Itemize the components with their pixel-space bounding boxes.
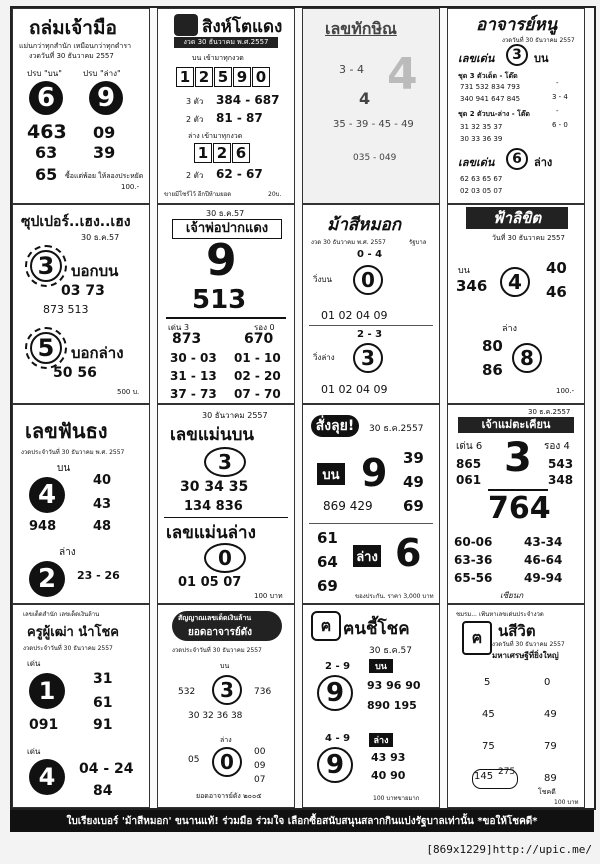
card-title: เลขทักษิณ [325, 19, 397, 38]
card-jaopor-pakdaeng [157, 204, 295, 404]
price: 500 บ. [117, 388, 140, 396]
digit-circle: 0 [212, 747, 242, 777]
card-date: งวดวันที่ 30 ธันวาคม 2557 [29, 52, 114, 60]
number-row: 43 93 [371, 751, 406, 764]
note: ขายมีโซร์ไว้ อีกปีห้ามยอด [164, 191, 232, 198]
note: ยอดอาจารย์ดัง ๒๐๐๕ [196, 792, 262, 800]
label: เด่น 3 [168, 323, 190, 332]
number: 091 [29, 717, 59, 733]
number: 69 [403, 497, 424, 515]
subtitle: มหาเศรษฐีที่ยิ่งใหญ่ [492, 651, 559, 660]
digit-box: 2 [195, 67, 213, 87]
card-date: งวดประจำวันที่ 30 ธันวาคม 2557 [23, 645, 113, 652]
digit-circle: 3 [353, 343, 383, 373]
number-row: 93 96 90 [367, 679, 421, 692]
number: 86 [482, 361, 503, 379]
number-row: 02 03 05 07 [460, 187, 503, 195]
card-lek-fanthong [12, 404, 150, 604]
label: เด่น [27, 659, 41, 668]
number: 061 [456, 473, 482, 487]
divider [164, 517, 288, 518]
digit-box: 9 [233, 67, 251, 87]
label: รัฐบาล [409, 239, 427, 246]
label-bottom: ปรบ "ล่าง" [83, 69, 121, 78]
divider [309, 523, 433, 524]
number: 346 [456, 277, 488, 295]
label: บน เข้ามาทุกงวด [192, 54, 244, 62]
label: ล่าง เข้ามาทุกงวด [188, 132, 243, 140]
card-date: 30 ธันวาคม 2557 [202, 411, 268, 420]
digit-circle: 6 [506, 148, 528, 170]
digit-box: 6 [232, 143, 250, 163]
divider [166, 317, 286, 319]
card-date: งวด 30 ธันวาคม พ.ศ.2557 [174, 37, 278, 48]
card-date: 30 ธ.ค.57 [81, 233, 120, 242]
digit-circle: 3 [30, 250, 62, 282]
price: 100.- [556, 387, 575, 395]
number-row: 40 90 [371, 769, 406, 782]
big-number: 3 [504, 435, 532, 481]
number: 02 - 20 [234, 369, 281, 383]
section-title: เลขแม่นบน [170, 425, 255, 445]
number: 60-06 [454, 535, 493, 549]
number: 40 [546, 259, 567, 277]
card-date: 30 ธ.ค.57 [206, 209, 245, 218]
logo-icon: ฅ [462, 621, 492, 655]
card-title: ม้าสีหมอก [327, 215, 402, 235]
label: 2 ตัว [186, 171, 204, 180]
number-row: 30 33 36 39 [460, 135, 503, 143]
card-date: งวดประจำวันที่ 30 ธันวาคม พ.ศ. 2557 [21, 449, 125, 456]
number: 80 [482, 337, 503, 355]
number: 873 513 [43, 303, 89, 316]
card-subtitle: แม่นกว่าทุกสำนัก เหมือนกว่าทุกตำรา [19, 42, 132, 50]
label: บน [458, 266, 470, 276]
card-date: งวดประจำวันที่ 30 ธันวาคม 2557 [172, 647, 262, 654]
card-super-heng [12, 204, 150, 404]
card-title: ยอดอาจารย์ดัง [188, 627, 253, 638]
card-title: เจ้าแม่ตะเคียน [458, 417, 574, 433]
number: 5 [484, 677, 491, 688]
number: 30 - 03 [170, 351, 217, 365]
number: 145 [474, 771, 494, 782]
label: ล่าง [502, 324, 517, 334]
digit-circle: 4 [500, 267, 530, 297]
number: 23 - 26 [77, 569, 120, 582]
digit-box: 0 [252, 67, 270, 87]
note: 100 บาทขายมาก [373, 795, 420, 802]
label: ชุด 2 ตัวบน-ล่าง - โต๊ด [458, 110, 530, 118]
label: บน [534, 52, 549, 65]
number: 2 - 9 [325, 661, 351, 672]
number-row: 134 836 [184, 499, 243, 514]
label: ล่าง [59, 547, 76, 558]
number: 2 - 3 [357, 329, 383, 340]
label: รอง 0 [254, 323, 275, 332]
banner: สัญญาณเลขเด็ดเงินล้าน [178, 614, 252, 622]
label: วิ่งบน [313, 275, 332, 284]
card-title: ฟ้าลิขิต [466, 207, 568, 229]
number: 035 - 049 [353, 153, 397, 163]
big-number: 764 [488, 491, 551, 526]
number: 4 [359, 89, 371, 108]
number: 07 - 70 [234, 387, 281, 401]
number: 75 [482, 741, 495, 752]
number: 81 - 87 [216, 111, 263, 125]
label-box: บน [369, 659, 393, 673]
number: 43 [93, 497, 112, 512]
digit-circle: 9 [317, 747, 353, 783]
number: 45 [482, 709, 495, 720]
banner: เลขเด็ดสำนัก เลขเด็ดเงินล้าน [23, 611, 100, 618]
number: 463 [27, 121, 67, 143]
digit-circle: 3 [506, 44, 528, 66]
card-fa-likhit [447, 204, 585, 404]
card-date: 30 ธ.ค.2557 [369, 424, 424, 434]
label: ล่าง [220, 736, 232, 744]
number: 49-94 [524, 571, 563, 585]
logo-icon: ฅ [311, 611, 341, 641]
card-date: งวดวันที่ 30 ธันวาคม 2557 [502, 37, 575, 44]
digit-oval: 3 [204, 447, 246, 477]
digit-box: 1 [194, 143, 212, 163]
card-title: อาจารย์หนู [476, 15, 558, 35]
big-number: 9 [361, 451, 388, 495]
number: 43-34 [524, 535, 563, 549]
number-row: 01 02 04 09 [321, 383, 388, 396]
card-title: สิงห์โตแดง [202, 17, 283, 37]
number-row: 30 34 35 [180, 479, 249, 495]
faded-print: 4 [387, 49, 418, 100]
number: 39 [403, 449, 424, 467]
note: ของประกัน. ราคา 3,000 บาท [355, 593, 434, 600]
number: 4 - 9 [325, 733, 351, 744]
number: 865 [456, 457, 482, 471]
label: เลขเด่น [458, 52, 495, 65]
number: 49 [403, 473, 424, 491]
price: 100.- [121, 183, 140, 191]
number: 35 - 39 - 45 - 49 [333, 119, 414, 130]
number: 40 [93, 473, 112, 488]
card-date: 30 ธ.ค.2557 [528, 408, 571, 416]
banner: ชมรม... เฟ้นหาเลขเด่นประจำงวด [456, 611, 544, 618]
card-date: วันที่ 30 ธันวาคม 2557 [492, 234, 565, 242]
label-box: บน [317, 463, 345, 485]
card-date: 30 ธ.ค.57 [369, 646, 413, 656]
card-title: เจ้าพ่อปากแดง [172, 219, 282, 239]
signature: โชคดี [538, 788, 556, 796]
number: 05 [188, 755, 200, 765]
number: 348 [548, 473, 574, 487]
price: 100 บาท [254, 592, 283, 600]
card-kru-phuthao [12, 604, 150, 808]
label: เลขเด่น [458, 156, 495, 169]
number: 89 [544, 773, 557, 784]
number: 39 [93, 143, 116, 162]
digit-circle: 1 [29, 673, 65, 709]
card-jaomae-takhian [447, 404, 585, 604]
number: 384 - 687 [216, 93, 280, 107]
digit-circle: 8 [512, 343, 542, 373]
number-row: 30 32 36 38 [188, 711, 243, 721]
digit-box: 2 [213, 143, 231, 163]
digit-circle: 9 [317, 675, 353, 711]
label: วิ่งล่าง [313, 353, 335, 362]
label-box: ล่าง [353, 545, 381, 567]
divider [309, 325, 433, 326]
label: บอกบน [71, 262, 119, 280]
number: 63-36 [454, 553, 493, 567]
label: เด่น 6 [456, 441, 483, 452]
card-date: งวดวันที่ 30 ธันวาคม 2557 [492, 641, 565, 648]
number-row: 340 941 647 845 [460, 95, 521, 103]
number: 543 [548, 457, 574, 471]
digit-circle: 5 [30, 332, 62, 364]
card-title: เลขฟันธง [25, 419, 108, 443]
number: 873 [172, 331, 202, 347]
watermark: [869x1229]http://upic.me/ [426, 843, 592, 856]
number: 04 - 24 [79, 761, 134, 777]
label-top: ปรบ "บน" [27, 69, 62, 78]
number: 37 - 73 [170, 387, 217, 401]
digit-box: 1 [176, 67, 194, 87]
number: 61 [317, 529, 338, 547]
big-number: 9 [206, 235, 237, 286]
card-title: ฅนชี้โชค [343, 619, 410, 639]
card-sang-lui [302, 404, 440, 604]
number: 62 - 67 [216, 167, 263, 181]
number: 46-64 [524, 553, 563, 567]
card-title: สั่งลุย! [311, 415, 359, 437]
number: 00 [254, 747, 266, 757]
card-ma-seemok [302, 204, 440, 404]
number: 03 73 [61, 283, 105, 299]
digit-oval: 0 [204, 543, 246, 573]
price: 20บ. [268, 191, 282, 198]
card-ajarn-nu [447, 8, 585, 204]
number: 948 [29, 519, 57, 534]
number: - [556, 107, 559, 115]
digit-circle: 0 [353, 265, 383, 295]
lion-logo-icon [174, 14, 198, 36]
label-box: ล่าง [369, 733, 393, 747]
number: 46 [546, 283, 567, 301]
card-title: ซุปเปอร์..เฮง..เฮง [21, 214, 131, 230]
card-date: งวด 30 ธันวาคม พ.ศ. 2557 [311, 239, 386, 246]
number: 61 [93, 695, 113, 711]
card-yod-ajarn-dang [157, 604, 295, 808]
number: 49 [544, 709, 557, 720]
number: 69 [317, 577, 338, 595]
number: 0 - 4 [357, 249, 383, 260]
card-lek-thaksin [302, 8, 440, 204]
label: ล่าง [534, 156, 553, 169]
number: 275 [498, 767, 516, 777]
number: 65 [35, 165, 58, 184]
number-row: 890 195 [367, 699, 417, 712]
number-row: 731 532 834 793 [460, 83, 521, 91]
number-row: 01 05 07 [178, 575, 242, 590]
digit-circle-top: 6 [29, 81, 63, 115]
card-title: ครูผู้เฒ่า นำโชค [27, 625, 119, 640]
big-number: 513 [192, 285, 247, 315]
card-khon-chi-chok [302, 604, 440, 808]
card-title: นสีวิต [498, 622, 536, 640]
number-row: 869 429 [323, 499, 373, 513]
label: บอกล่าง [71, 344, 124, 362]
card-title: ถล่มเจ้ามือ [29, 17, 117, 39]
number: 736 [254, 687, 272, 697]
number: 79 [544, 741, 557, 752]
lottery-sheet [10, 6, 596, 810]
label: รอง 4 [544, 441, 570, 452]
number: 0 [544, 677, 551, 688]
digit-circle-bottom: 9 [89, 81, 123, 115]
digit-circle: 4 [29, 477, 65, 513]
digit-circle: 2 [29, 561, 65, 597]
signature: เซียนก [500, 591, 524, 600]
number: 3 - 4 [552, 93, 568, 101]
note: ซื้อแต่พ้อย ให้ลองประหยัด [65, 172, 144, 180]
digit-circle: 3 [212, 675, 242, 705]
number: 09 [93, 123, 116, 142]
digit-box: 5 [214, 67, 232, 87]
label: เด่น [27, 747, 41, 756]
digit-circle: 4 [29, 759, 65, 795]
number: 48 [93, 519, 112, 534]
number: 63 [35, 143, 58, 162]
number: 07 [254, 775, 266, 785]
section-title: เลขแม่นล่าง [166, 523, 256, 543]
card-lek-maen [157, 404, 295, 604]
number: 65-56 [454, 571, 493, 585]
price: 100 บาท [554, 799, 579, 806]
label: บน [57, 463, 71, 474]
label: ชุด 3 ตัวเด็ด - โต๊ด [458, 72, 518, 80]
number: 670 [244, 331, 274, 347]
footer-banner: ใบเรียงเบอร์ 'ม้าสีหมอก' ขนานแท้! ร่วมมือ ร่วมใจ เลือกซื้อสนับสนุนสลากกินแบ่งรัฐบาลเท่านั้น *ขอให้โชคดี* [10, 810, 594, 832]
number-row: 62 63 65 67 [460, 175, 503, 183]
number: 64 [317, 553, 338, 571]
card-singto-daeng [157, 8, 295, 204]
number-row: 31 32 35 37 [460, 123, 503, 131]
number: 09 [254, 761, 266, 771]
big-number: 6 [395, 531, 422, 575]
number-row: 01 02 04 09 [321, 309, 388, 322]
number: - [556, 79, 559, 87]
number: 31 [93, 671, 113, 687]
number: 01 - 10 [234, 351, 281, 365]
label: บน [220, 662, 230, 670]
label: 2 ตัว [186, 115, 204, 124]
number: 84 [93, 783, 113, 799]
number: 50 56 [53, 365, 97, 381]
card-tolom-jaomue [12, 8, 150, 204]
number: 31 - 13 [170, 369, 217, 383]
card-no-sewit [447, 604, 585, 808]
number: 3 - 4 [339, 63, 364, 76]
number: 532 [178, 687, 196, 697]
number: 6 - 0 [552, 121, 568, 129]
label: 3 ตัว [186, 97, 204, 106]
number: 91 [93, 717, 113, 733]
